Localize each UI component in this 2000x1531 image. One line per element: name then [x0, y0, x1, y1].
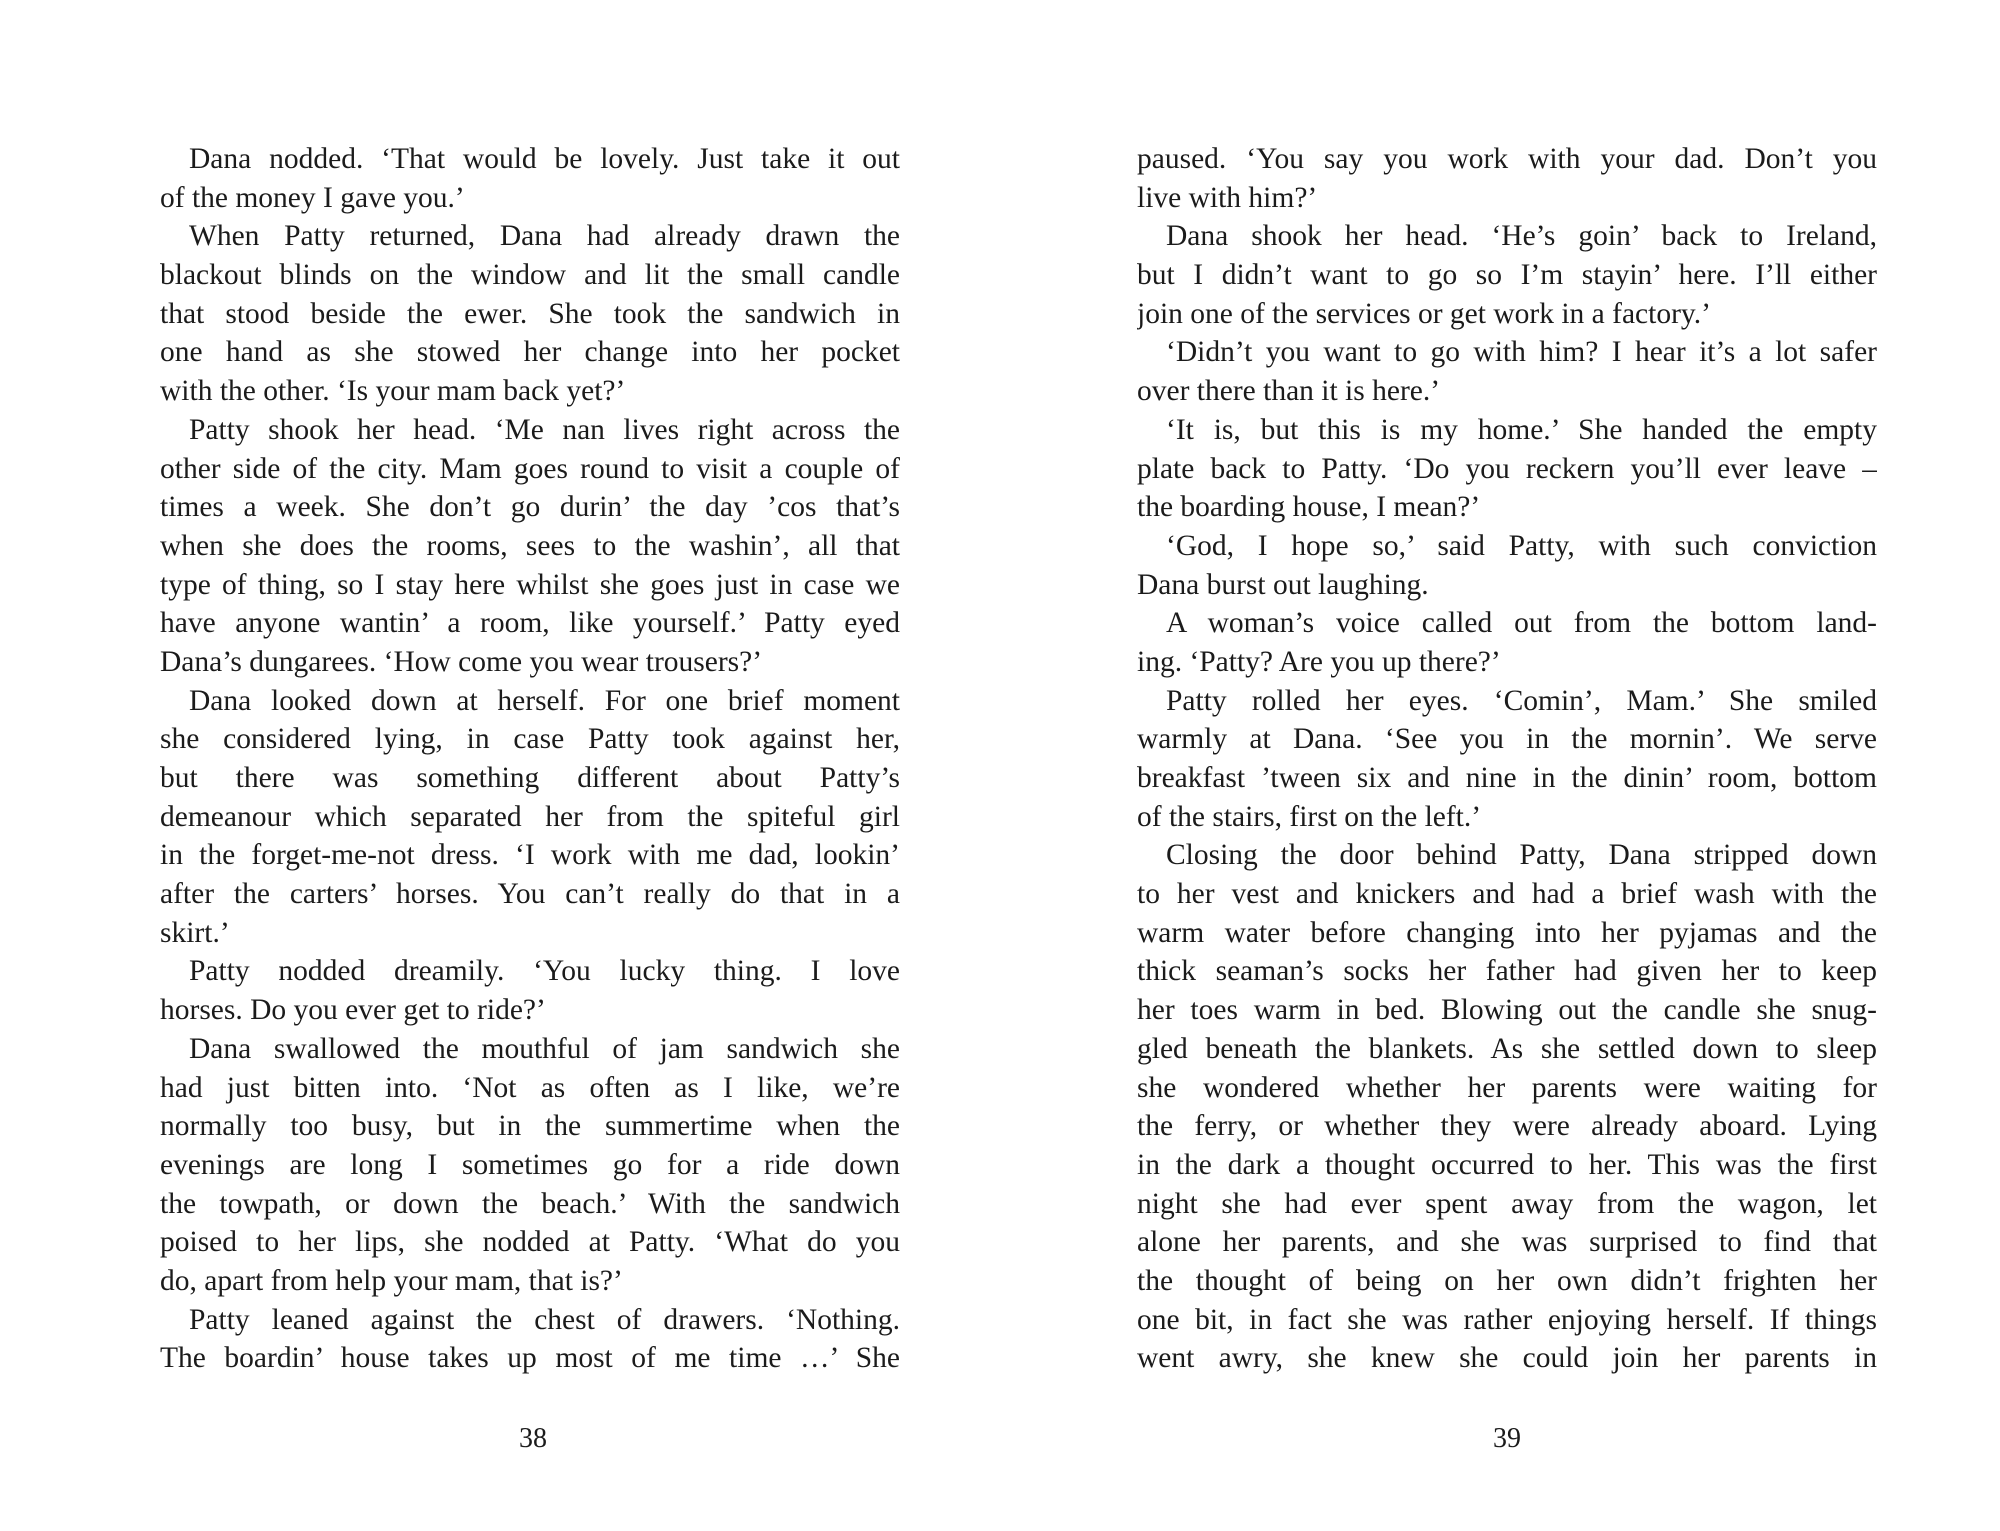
text-line: the towpath, or down the beach.’ With the sandwich [160, 1187, 900, 1220]
text-line: Dana nodded. ‘That would be lovely. Just take it out [189, 143, 900, 175]
text-line: she wondered whether her parents were waiting for [1137, 1071, 1877, 1104]
text-line: evenings are long I sometimes go for a ride down [160, 1148, 900, 1181]
text-line: gled beneath the blankets. As she settled down to sleep [1137, 1032, 1877, 1065]
right-page-text [1137, 140, 1877, 1378]
text-line: the thought of being on her own didn’t frighten her [1137, 1264, 1877, 1297]
text-line: Dana swallowed the mouthful of jam sandwich she [189, 1032, 900, 1065]
text-line: warm water before changing into her pyjamas and the [1137, 916, 1877, 949]
text-line: other side of the city. Mam goes round to visit a couple of [160, 452, 900, 485]
text-line: went awry, she knew she could join her parents in [1137, 1342, 1877, 1375]
text-line: of the stairs, first on the left.’ [1137, 800, 1482, 833]
text-line: Patty rolled her eyes. ‘Comin’, Mam.’ She smiled [1166, 684, 1877, 717]
text-line: with the other. ‘Is your mam back yet?’ [160, 375, 626, 408]
page-number-left: 38 [519, 1423, 547, 1454]
text-line: in the dark a thought occurred to her. This was the first [1137, 1148, 1877, 1181]
text-line: Dana’s dungarees. ‘How come you wear trousers?’ [160, 645, 763, 678]
text-line: when she does the rooms, sees to the washin’, all that [160, 529, 900, 562]
text-line: Closing the door behind Patty, Dana stripped down [1166, 839, 1877, 872]
text-line: but I didn’t want to go so I’m stayin’ here. I’ll either [1137, 259, 1877, 292]
text-line: Patty nodded dreamily. ‘You lucky thing. I love [189, 955, 900, 988]
text-line: she considered lying, in case Patty took against her, [160, 723, 900, 756]
text-line: warmly at Dana. ‘See you in the mornin’. We serve [1137, 723, 1877, 756]
left-page-text [160, 140, 900, 1378]
text-line: When Patty returned, Dana had already drawn the [189, 220, 900, 253]
text-line: type of thing, so I stay here whilst she goes just in case we [160, 568, 900, 601]
text-line: alone her parents, and she was surprised to find that [1137, 1226, 1877, 1259]
text-line: The boardin’ house takes up most of me time …’ She [160, 1342, 900, 1375]
text-line: one bit, in fact she was rather enjoying herself. If things [1137, 1303, 1877, 1336]
text-line: plate back to Patty. ‘Do you reckern you’ll ever leave – [1137, 452, 1877, 485]
text-line: do, apart from help your mam, that is?’ [160, 1264, 623, 1297]
text-line: the boarding house, I mean?’ [1137, 491, 1481, 524]
text-line: night she had ever spent away from the wagon, let [1137, 1187, 1877, 1220]
text-line: Dana shook her head. ‘He’s goin’ back to Ireland, [1166, 220, 1877, 253]
text-line: of the money I gave you.’ [160, 181, 465, 214]
text-line: horses. Do you ever get to ride?’ [160, 994, 546, 1027]
text-line: join one of the services or get work in a factory.’ [1137, 297, 1711, 330]
text-line: skirt.’ [160, 916, 230, 949]
text-line: over there than it is here.’ [1137, 375, 1441, 408]
text-line: ‘Didn’t you want to go with him? I hear it’s a lot safer [1166, 336, 1877, 369]
text-line: Patty shook her head. ‘Me nan lives right across the [189, 413, 900, 446]
text-line: her toes warm in bed. Blowing out the candle she snug- [1137, 994, 1877, 1027]
text-line: that stood beside the ewer. She took the sandwich in [160, 297, 900, 330]
text-line: normally too busy, but in the summertime when the [160, 1110, 900, 1143]
text-line: the ferry, or whether they were already aboard. Lying [1137, 1110, 1877, 1143]
text-line: demeanour which separated her from the spiteful girl [160, 800, 900, 833]
text-line: but there was something different about Patty’s [160, 762, 900, 794]
gutter [1000, 0, 1001, 1531]
text-line: blackout blinds on the window and lit the small candle [160, 259, 900, 292]
text-line: ing. ‘Patty? Are you up there?’ [1137, 645, 1501, 678]
text-line: have anyone wantin’ a room, like yourself.’ Patty eyed [160, 607, 900, 640]
text-line: to her vest and knickers and had a brief wash with the [1137, 878, 1877, 911]
text-line: times a week. She don’t go durin’ the day ’cos that’s [160, 491, 900, 524]
text-line: paused. ‘You say you work with your dad. Don’t you [1137, 143, 1877, 175]
text-line: after the carters’ horses. You can’t really do that in a [160, 878, 900, 911]
text-line: Dana looked down at herself. For one brief moment [189, 684, 900, 717]
text-line: thick seaman’s socks her father had given her to keep [1137, 955, 1877, 988]
text-line: A woman’s voice called out from the bottom land- [1166, 607, 1877, 640]
text-line: in the forget-me-not dress. ‘I work with me dad, lookin’ [160, 839, 900, 872]
text-line: poised to her lips, she nodded at Patty. ‘What do you [160, 1226, 900, 1259]
page-number-right: 39 [1493, 1423, 1521, 1454]
text-line: had just bitten into. ‘Not as often as I like, we’re [160, 1071, 900, 1104]
text-line: Patty leaned against the chest of drawers. ‘Nothing. [189, 1303, 900, 1336]
text-line: breakfast ’tween six and nine in the dinin’ room, bottom [1137, 762, 1877, 794]
text-line: live with him?’ [1137, 181, 1318, 214]
text-line: ‘God, I hope so,’ said Patty, with such conviction [1166, 529, 1877, 562]
text-line: Dana burst out laughing. [1137, 568, 1429, 601]
text-line: ‘It is, but this is my home.’ She handed the empty [1166, 413, 1877, 446]
text-line: one hand as she stowed her change into her pocket [160, 336, 900, 369]
